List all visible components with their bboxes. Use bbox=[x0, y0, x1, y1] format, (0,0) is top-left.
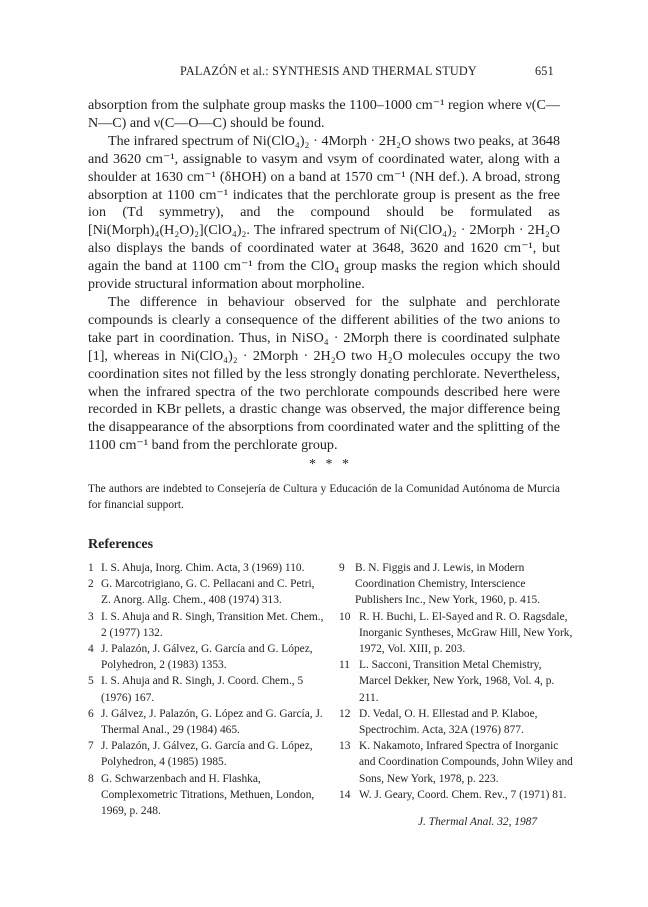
reference-item bbox=[88, 641, 324, 673]
reference-item bbox=[88, 673, 324, 705]
page-number: 651 bbox=[535, 64, 554, 78]
reference-text: G. Marcotrigiano, G. C. Pellacani and C. Petri, Z. Anorg. Allg. Chem., 408 (1974) 313. bbox=[101, 578, 315, 607]
reference-item bbox=[339, 560, 575, 609]
footer-citation: J. Thermal Anal. 32, 1987 bbox=[418, 816, 538, 828]
reference-number: 1 bbox=[88, 562, 94, 574]
body-text bbox=[88, 97, 560, 455]
running-title: PALAZÓN et al.: SYNTHESIS AND THERMAL STUDY bbox=[180, 64, 477, 78]
reference-number: 10 bbox=[339, 610, 351, 623]
reference-number: 6 bbox=[88, 707, 94, 720]
reference-number: 12 bbox=[339, 707, 351, 720]
reference-number: 13 bbox=[339, 740, 351, 753]
reference-text: J. Palazón, J. Gálvez, G. García and G. López, Polyhedron, 2 (1983) 1353. bbox=[101, 643, 313, 672]
reference-number: 8 bbox=[88, 772, 94, 785]
reference-item bbox=[339, 706, 575, 738]
reference-number: 14 bbox=[339, 788, 351, 801]
reference-text: B. N. Figgis and J. Lewis, in Modern Coordination Chemistry, Interscience Publishers Inc., New York, 1960, p. 415. bbox=[355, 562, 541, 607]
reference-item bbox=[88, 706, 324, 738]
reference-item bbox=[88, 609, 324, 641]
reference-number: 4 bbox=[88, 643, 94, 656]
reference-number: 9 bbox=[339, 562, 345, 574]
reference-item bbox=[88, 560, 324, 576]
reference-number: 3 bbox=[88, 610, 94, 623]
reference-text: D. Vedal, O. H. Ellestad and P. Klaboe, Spectrochim. Acta, 32A (1976) 877. bbox=[359, 707, 538, 737]
section-separator: * * * bbox=[309, 457, 352, 472]
reference-item bbox=[88, 738, 324, 770]
references-column-left bbox=[88, 560, 324, 819]
reference-text: L. Sacconi, Transition Metal Chemistry, Marcel Dekker, New York, 1968, Vol. 4, p. 211. bbox=[359, 659, 555, 704]
paragraph-3: The difference in behaviour observed for the sulphate and perchlorate compounds is clearly a consequence of the different abilities of the two anions to take part in coordination. Thus, in NiSO₄ · 2Morph there is coordinated sulphate [1], whereas in Ni(ClO₄)₂ · 2Morph · 2H₂O two H₂O molecules occupy the two coordination sites not filled by the less strongly donating perchlorate. Nevertheless, when the infrared spectra of the two perchlorate compounds described here were recorded in KBr pellets, a drastic change was observed, the major difference being the disappearance of the absorptions from coordinated water and the splitting of the 1100 cm⁻¹ band from the perchlorate group. bbox=[88, 293, 560, 454]
reference-item bbox=[339, 657, 575, 706]
reference-text: J. Gálvez, J. Palazón, G. López and G. García, J. Thermal Anal., 29 (1984) 465. bbox=[101, 707, 323, 737]
reference-text: J. Palazón, J. Gálvez, G. García and G. López, Polyhedron, 4 (1985) 1985. bbox=[101, 740, 313, 769]
reference-text: G. Schwarzenbach and H. Flashka, Complexometric Titrations, Methuen, London, 1969, p. 248. bbox=[101, 772, 315, 818]
reference-number: 5 bbox=[88, 675, 94, 688]
reference-item bbox=[339, 609, 575, 658]
references-heading: References bbox=[88, 537, 154, 552]
reference-text: W. J. Geary, Coord. Chem. Rev., 7 (1971) 81. bbox=[359, 788, 567, 801]
reference-number: 11 bbox=[339, 659, 350, 672]
reference-text: K. Nakamoto, Infrared Spectra of Inorganic and Coordination Compounds, John Wiley and Sons, New York, 1978, p. 223. bbox=[359, 740, 573, 785]
reference-text: I. S. Ahuja and R. Singh, J. Coord. Chem., 5 (1976) 167. bbox=[101, 675, 304, 704]
reference-item bbox=[339, 787, 575, 803]
reference-item bbox=[88, 576, 324, 608]
reference-number: 7 bbox=[88, 740, 94, 753]
references-column-right bbox=[339, 560, 575, 803]
reference-text: R. H. Buchi, L. El-Sayed and R. O. Ragsdale, Inorganic Syntheses, McGraw Hill, New York, 1972, Vol. XIII, p. 203. bbox=[359, 610, 573, 656]
reference-text: I. S. Ahuja and R. Singh, Transition Met. Chem., 2 (1977) 132. bbox=[101, 610, 324, 639]
reference-item bbox=[339, 738, 575, 787]
acknowledgement: The authors are indebted to Consejería de Cultura y Educación de la Comunidad Autónoma de Murcia for financial support. bbox=[88, 483, 560, 511]
paragraph-2: The infrared spectrum of Ni(ClO₄)₂ · 4Morph · 2H₂O shows two peaks, at 3648 and 3620 cm⁻¹, assignable to νasym and νsym of coordinated water, along with a shoulder at 1630 cm⁻¹ (δHOH) on a band at 1570 cm⁻¹ (NH def.). A broad, strong absorption at 1100 cm⁻¹ indicates that the perchlorate group is present as the free ion (Td symmetry), and the compound should be formulated as [Ni(Morph)₄(H₂O)₂](ClO₄)₂. The infrared spectrum of Ni(ClO₄)₂ · 2Morph · 2H₂O also displays the bands of coordinated water at 3648, 3620 and 1620 cm⁻¹, but again the band at 1100 cm⁻¹ from the ClO₄ group masks the region which should provide structural information about morpholine. bbox=[88, 132, 560, 293]
reference-text: I. S. Ahuja, Inorg. Chim. Acta, 3 (1969) 110. bbox=[101, 562, 305, 574]
reference-item bbox=[88, 771, 324, 820]
paragraph-1: absorption from the sulphate group masks the 1100–1000 cm⁻¹ region where ν(C—N—C) and ν(C—O—C) should be found. bbox=[88, 97, 560, 131]
reference-number: 2 bbox=[88, 578, 94, 591]
